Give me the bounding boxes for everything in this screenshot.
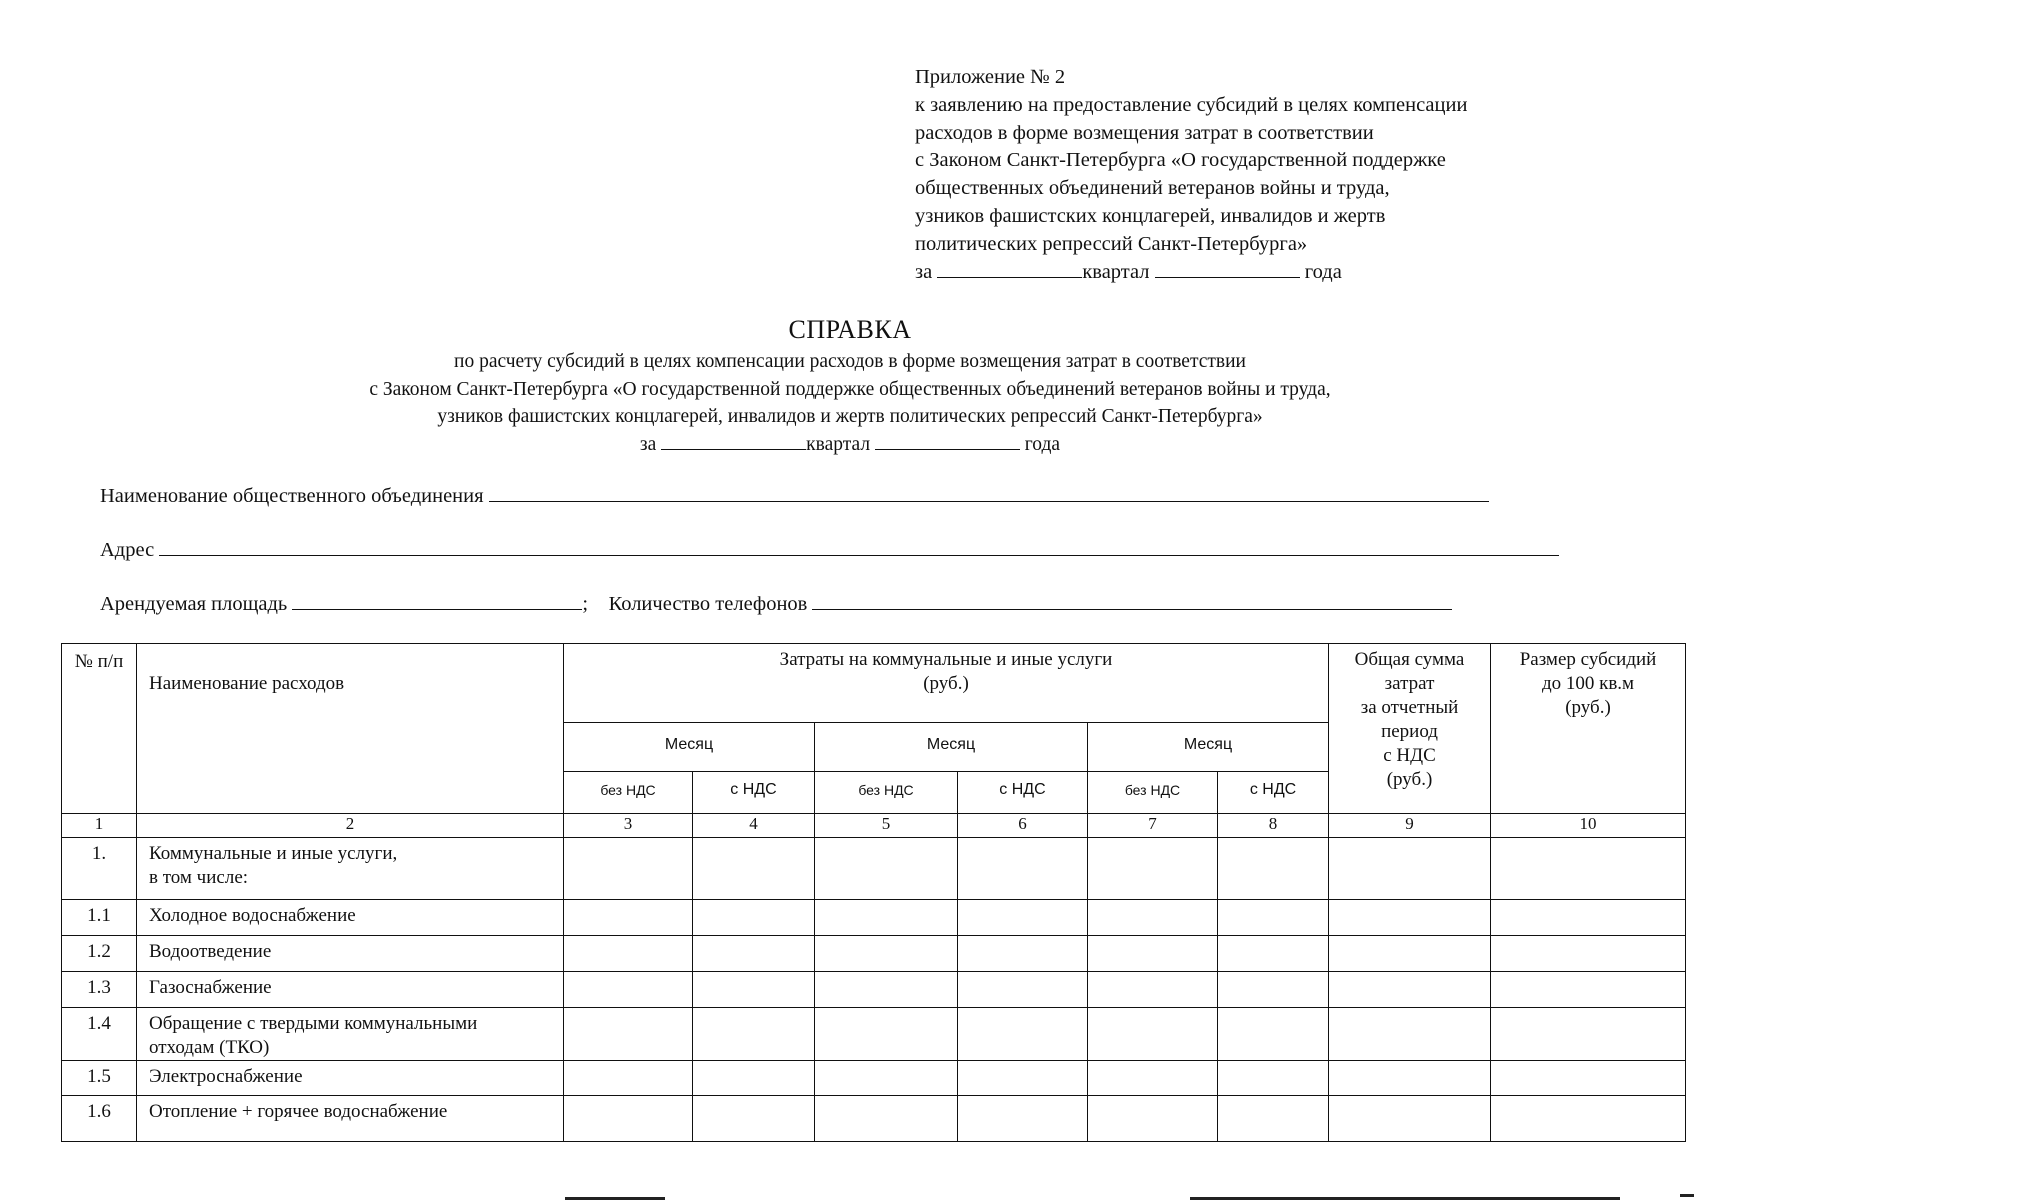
phones-field[interactable] — [812, 591, 1452, 610]
phones-label: Количество телефонов — [608, 593, 808, 615]
row-name — [137, 1096, 564, 1142]
row-name — [137, 838, 564, 900]
subtitle-line: узников фашистских концлагерей, инвалидов и жертв политических репрессий Санкт-Петербурга» — [437, 406, 1263, 427]
row-name — [137, 900, 564, 936]
row-name-line: Холодное водоснабжение — [149, 905, 356, 926]
table-row — [62, 936, 1686, 972]
row-number: 1.6 — [62, 1096, 137, 1142]
document-title: СПРАВКА — [788, 315, 912, 344]
value-cell[interactable] — [815, 1096, 958, 1142]
value-cell[interactable] — [564, 936, 693, 972]
header-costs — [564, 644, 1329, 723]
value-cell[interactable] — [564, 838, 693, 900]
area-label: Арендуемая площадь — [100, 593, 288, 615]
header-no-vat: без НДС — [815, 772, 958, 814]
value-cell[interactable] — [958, 1008, 1088, 1061]
value-cell[interactable] — [1088, 900, 1218, 936]
value-cell[interactable] — [1329, 972, 1491, 1008]
table-row — [62, 1096, 1686, 1142]
value-cell[interactable] — [1218, 838, 1329, 900]
scan-artifact — [1680, 1194, 1694, 1197]
row-number: 1.1 — [62, 900, 137, 936]
value-cell[interactable] — [693, 1061, 815, 1096]
value-cell[interactable] — [564, 900, 693, 936]
value-cell[interactable] — [958, 1096, 1088, 1142]
value-cell[interactable] — [958, 900, 1088, 936]
column-number: 7 — [1088, 814, 1218, 838]
value-cell[interactable] — [815, 1061, 958, 1096]
value-cell[interactable] — [815, 936, 958, 972]
value-cell[interactable] — [1329, 936, 1491, 972]
row-number: 1.4 — [62, 1008, 137, 1061]
value-cell[interactable] — [1218, 936, 1329, 972]
period-quarter-label: квартал — [1082, 260, 1150, 283]
value-cell[interactable] — [1088, 936, 1218, 972]
row-name-line: Газоснабжение — [149, 977, 272, 998]
header-month: Месяц — [1088, 723, 1329, 772]
column-number-row — [62, 814, 1686, 838]
value-cell[interactable] — [1491, 1061, 1686, 1096]
header-total-line: затрат — [1384, 673, 1435, 694]
header-no-vat: без НДС — [564, 772, 693, 814]
appendix-line: общественных объединений ветеранов войны и труда, — [915, 177, 1390, 200]
value-cell[interactable] — [693, 900, 815, 936]
period-prefix: за — [639, 433, 657, 455]
value-cell[interactable] — [1218, 900, 1329, 936]
column-number: 10 — [1491, 814, 1686, 838]
value-cell[interactable] — [958, 936, 1088, 972]
appendix-period-line — [915, 259, 1467, 287]
table-row — [62, 972, 1686, 1008]
subtitle-period-line — [0, 431, 1700, 459]
value-cell[interactable] — [564, 1008, 693, 1061]
document-subtitle — [0, 348, 1700, 458]
table-row — [62, 900, 1686, 936]
separator: ; — [582, 593, 589, 615]
row-name-line: Отопление + горячее водоснабжение — [149, 1101, 448, 1122]
value-cell[interactable] — [1329, 900, 1491, 936]
period-year-label: года — [1024, 433, 1061, 455]
row-name-line: Электроснабжение — [149, 1066, 303, 1087]
appendix-line: расходов в форме возмещения затрат в соответствии — [915, 121, 1374, 144]
value-cell[interactable] — [1329, 1061, 1491, 1096]
value-cell[interactable] — [1491, 838, 1686, 900]
value-cell[interactable] — [1218, 1008, 1329, 1061]
column-number: 5 — [815, 814, 958, 838]
column-number: 1 — [62, 814, 137, 838]
table-row — [62, 1061, 1686, 1096]
value-cell[interactable] — [564, 1096, 693, 1142]
value-cell[interactable] — [958, 1061, 1088, 1096]
year-blank[interactable] — [875, 431, 1020, 450]
table-row — [62, 838, 1686, 900]
header-total-line: за отчетный — [1360, 697, 1459, 718]
row-name — [137, 936, 564, 972]
value-cell[interactable] — [1088, 1061, 1218, 1096]
value-cell[interactable] — [1491, 1008, 1686, 1061]
value-cell[interactable] — [1088, 1008, 1218, 1061]
header-costs-line: Затраты на коммунальные и иные услуги — [779, 649, 1113, 670]
header-total-line: период — [1381, 721, 1438, 742]
row-name-line: в том числе: — [149, 867, 249, 888]
table-row — [62, 1008, 1686, 1061]
appendix-line: политических репрессий Санкт-Петербурга» — [915, 232, 1308, 255]
value-cell[interactable] — [564, 1061, 693, 1096]
value-cell[interactable] — [693, 972, 815, 1008]
value-cell[interactable] — [1329, 1008, 1491, 1061]
row-name — [137, 1008, 564, 1061]
value-cell[interactable] — [958, 838, 1088, 900]
org-name-label: Наименование общественного объединения — [100, 485, 484, 507]
row-name — [137, 972, 564, 1008]
value-cell[interactable] — [1088, 972, 1218, 1008]
header-subsidy — [1491, 644, 1686, 814]
header-month: Месяц — [564, 723, 815, 772]
subtitle-line: по расчету субсидий в целях компенсации расходов в форме возмещения затрат в соответствии — [454, 351, 1246, 372]
header-month: Месяц — [815, 723, 1088, 772]
appendix-line: узников фашистских концлагерей, инвалидов и жертв — [915, 204, 1386, 227]
column-number: 6 — [958, 814, 1088, 838]
header-total-line: с НДС — [1383, 745, 1436, 766]
value-cell[interactable] — [693, 936, 815, 972]
row-name-line: Коммунальные и иные услуги, — [149, 843, 398, 864]
header-total-line: Общая сумма — [1354, 649, 1465, 670]
header-no: № п/п — [62, 644, 137, 814]
value-cell[interactable] — [1218, 972, 1329, 1008]
header-with-vat: с НДС — [693, 772, 815, 814]
row-number: 1.2 — [62, 936, 137, 972]
header-with-vat: с НДС — [958, 772, 1088, 814]
period-quarter-label: квартал — [806, 433, 871, 455]
header-total — [1329, 644, 1491, 814]
row-name — [137, 1061, 564, 1096]
org-name-field[interactable] — [489, 483, 1489, 502]
row-number: 1.3 — [62, 972, 137, 1008]
value-cell[interactable] — [1491, 936, 1686, 972]
header-costs-unit: (руб.) — [923, 673, 969, 694]
appendix-line: с Законом Санкт-Петербурга «О государственной поддержке — [915, 149, 1446, 172]
row-name-line: Обращение с твердыми коммунальными — [149, 1013, 478, 1034]
value-cell[interactable] — [815, 972, 958, 1008]
value-cell[interactable] — [815, 838, 958, 900]
quarter-blank[interactable] — [661, 431, 806, 450]
header-no-vat: без НДС — [1088, 772, 1218, 814]
header-subsidy-line: (руб.) — [1565, 697, 1611, 718]
area-phones-row — [100, 591, 1452, 616]
area-field[interactable] — [292, 591, 582, 610]
value-cell[interactable] — [1491, 972, 1686, 1008]
value-cell[interactable] — [1491, 900, 1686, 936]
column-number: 8 — [1218, 814, 1329, 838]
value-cell[interactable] — [693, 1008, 815, 1061]
value-cell[interactable] — [1218, 1096, 1329, 1142]
quarter-blank[interactable] — [937, 259, 1082, 278]
value-cell[interactable] — [1491, 1096, 1686, 1142]
value-cell[interactable] — [1329, 838, 1491, 900]
column-number: 4 — [693, 814, 815, 838]
address-label: Адрес — [100, 539, 155, 561]
value-cell[interactable] — [958, 972, 1088, 1008]
value-cell[interactable] — [564, 972, 693, 1008]
value-cell[interactable] — [815, 900, 958, 936]
appendix-block — [915, 64, 1467, 286]
column-number: 9 — [1329, 814, 1491, 838]
value-cell[interactable] — [1088, 1096, 1218, 1142]
header-name: Наименование расходов — [137, 644, 564, 814]
value-cell[interactable] — [693, 1096, 815, 1142]
value-cell[interactable] — [693, 838, 815, 900]
column-number: 3 — [564, 814, 693, 838]
period-year-label: года — [1304, 260, 1342, 283]
address-field[interactable] — [159, 537, 1559, 556]
row-number: 1.5 — [62, 1061, 137, 1096]
appendix-line: Приложение № 2 — [915, 66, 1066, 88]
header-subsidy-line: Размер субсидий — [1519, 649, 1657, 670]
cost-table — [61, 643, 1686, 1142]
header-subsidy-line: до 100 кв.м — [1541, 673, 1635, 694]
value-cell[interactable] — [1088, 838, 1218, 900]
subtitle-line: с Законом Санкт-Петербурга «О государственной поддержке общественных объединений ветеранов войны и труда, — [369, 378, 1331, 400]
appendix-line: к заявлению на предоставление субсидий в целях компенсации — [915, 93, 1468, 116]
header-with-vat: с НДС — [1218, 772, 1329, 814]
year-blank[interactable] — [1155, 259, 1300, 278]
row-name-line: Водоотведение — [149, 941, 272, 962]
column-number: 2 — [137, 814, 564, 838]
value-cell[interactable] — [1329, 1096, 1491, 1142]
row-name-line: отходам (ТКО) — [149, 1037, 270, 1058]
row-number: 1. — [62, 838, 137, 900]
address-row — [100, 537, 1559, 562]
org-name-row — [100, 483, 1489, 508]
value-cell[interactable] — [815, 1008, 958, 1061]
value-cell[interactable] — [1218, 1061, 1329, 1096]
header-total-line: (руб.) — [1386, 769, 1433, 790]
period-prefix: за — [915, 260, 933, 283]
